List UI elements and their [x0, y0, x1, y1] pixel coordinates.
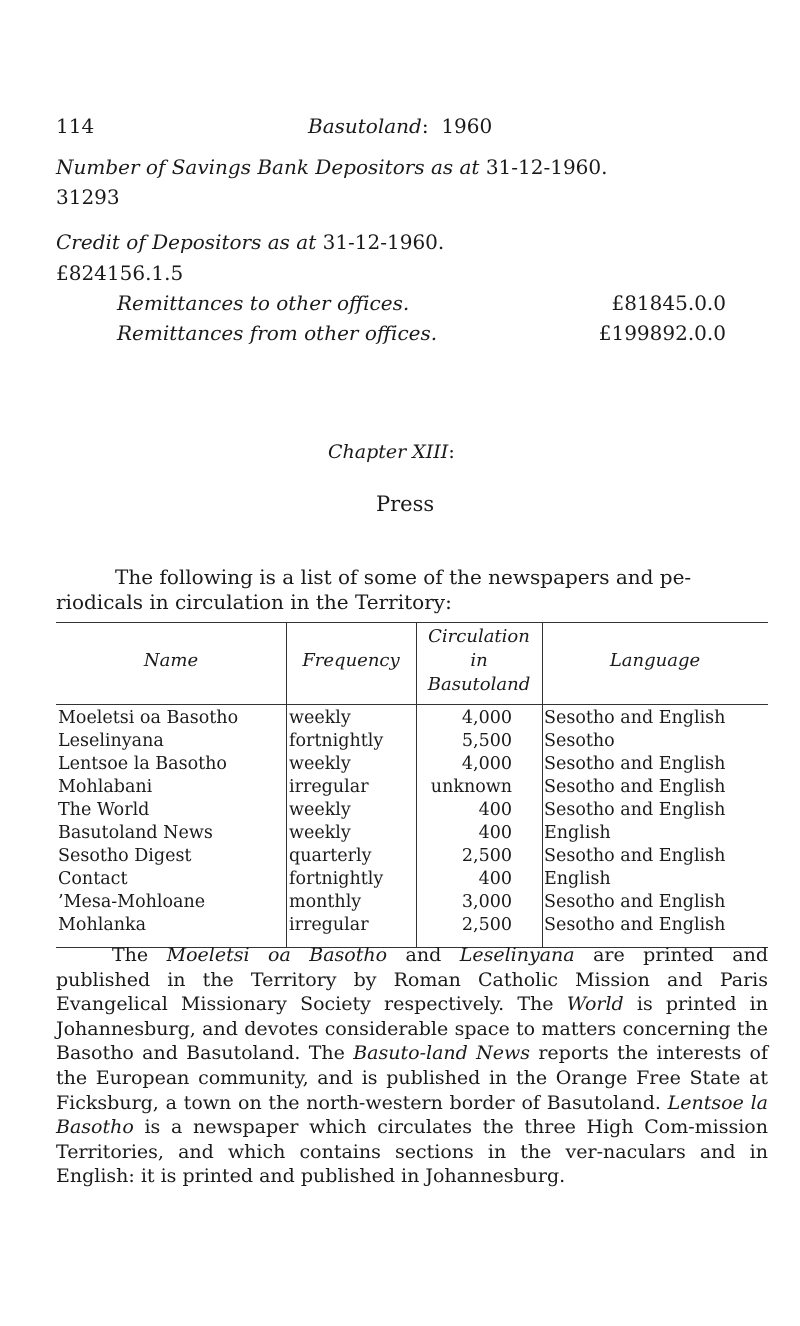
- header-rule-name: [56, 704, 286, 705]
- cell-circulation: 400: [478, 823, 512, 843]
- header-circulation: Circulation: [428, 626, 530, 647]
- table-row: [56, 800, 768, 822]
- cell-language: Sesotho and English: [544, 754, 726, 774]
- cell-circulation: 3,000: [461, 892, 512, 912]
- para-title-world: World: [566, 993, 624, 1016]
- cell-circulation: 2,500: [461, 846, 512, 866]
- table-row: [56, 777, 768, 799]
- page-number: 114: [56, 114, 95, 138]
- para-title-lentsoe: Lentsoe la Basotho: [56, 1091, 768, 1139]
- running-title-text: Basutoland: [308, 114, 422, 138]
- remit-to-label: Remittances to other offices.: [117, 291, 410, 315]
- cell-language: Sesotho and English: [544, 708, 726, 728]
- cell-name: Lentsoe la Basotho: [58, 754, 227, 774]
- header-frequency: Frequency: [302, 650, 400, 671]
- cell-frequency: quarterly: [289, 846, 372, 866]
- table-row: [56, 731, 768, 753]
- cell-circulation: 400: [478, 869, 512, 889]
- running-title: [308, 114, 492, 138]
- credit-label: Credit of Depositors as at: [56, 230, 317, 254]
- cell-name: Leselinyana: [58, 731, 164, 751]
- cell-language: English: [544, 869, 611, 889]
- cell-name: Moeletsi oa Basotho: [58, 708, 239, 728]
- cell-name: Basutoland News: [58, 823, 213, 843]
- cell-frequency: weekly: [289, 800, 351, 820]
- cell-frequency: weekly: [289, 754, 351, 774]
- cell-language: Sesotho and English: [544, 892, 726, 912]
- table-row: [56, 892, 768, 914]
- para-text: are printed and published in the Territory by Roman Catholic Mission and Paris Evangelical Missionary Society respectively. The: [56, 944, 768, 1016]
- depositors-line: [56, 155, 607, 179]
- header-rule-lang: [542, 704, 768, 705]
- cell-frequency: irregular: [289, 915, 369, 935]
- table-row: [56, 915, 768, 937]
- header-rule-circ: [416, 704, 542, 705]
- para-text: and: [387, 944, 460, 966]
- cell-frequency: weekly: [289, 823, 351, 843]
- depositors-label: Number of Savings Bank Depositors as at: [56, 155, 480, 179]
- cell-circulation: unknown: [430, 777, 512, 797]
- cell-name: Contact: [58, 869, 128, 889]
- cell-frequency: irregular: [289, 777, 369, 797]
- table-row: [56, 869, 768, 891]
- depositors-value: 31293: [56, 185, 120, 209]
- cell-language: Sesotho and English: [544, 846, 726, 866]
- running-year: 1960: [441, 114, 493, 138]
- running-title-sep: :: [421, 114, 429, 138]
- para-text: is printed in Johannesburg, and devotes considerable space to matters concerning the Basotho and Basutoland. The: [56, 993, 768, 1065]
- cell-language: Sesotho and English: [544, 915, 726, 935]
- table-row: [56, 708, 768, 730]
- chapter-sep: :: [448, 441, 455, 463]
- para-text: The: [112, 944, 167, 966]
- cell-language: Sesotho and English: [544, 800, 726, 820]
- table-row: [56, 823, 768, 845]
- cell-name: Sesotho Digest: [58, 846, 192, 866]
- table-row: [56, 846, 768, 868]
- cell-language: English: [544, 823, 611, 843]
- cell-name: Mohlanka: [58, 915, 147, 935]
- header-rule-freq: [286, 704, 416, 705]
- cell-name: The World: [58, 800, 150, 820]
- para-title-leselinyana: Leselinyana: [459, 944, 575, 966]
- cell-circulation: 400: [478, 800, 512, 820]
- table-top-rule: [56, 622, 768, 623]
- remit-from-value: £199892.0.0: [598, 321, 726, 345]
- depositors-date: 31-12-1960.: [485, 155, 608, 179]
- para-text: is a newspaper which circulates the three High Com-mission Territories, and which contains sections in the ver-naculars and in English: it is printed and published in Johannesburg.: [56, 1116, 768, 1188]
- cell-circulation: 4,000: [461, 708, 512, 728]
- cell-circulation: 2,500: [461, 915, 512, 935]
- cell-frequency: fortnightly: [289, 731, 384, 751]
- cell-frequency: weekly: [289, 708, 351, 728]
- body-paragraph: [56, 943, 768, 1189]
- para-title-moeletsi: Moeletsi oa Basotho: [166, 944, 388, 966]
- credit-value: £824156.1.5: [56, 261, 184, 285]
- cell-name: ’Mesa-Mohloane: [58, 892, 206, 912]
- cell-circulation: 5,500: [461, 731, 512, 751]
- header-circulation-in: in: [470, 650, 488, 671]
- credit-date: 31-12-1960.: [322, 230, 445, 254]
- cell-circulation: 4,000: [461, 754, 512, 774]
- para-title-basutoland-news: Basuto-land News: [353, 1042, 531, 1065]
- intro-line-2: riodicals in circulation in the Territory:: [56, 590, 452, 614]
- cell-frequency: fortnightly: [289, 869, 384, 889]
- para-text: reports the interests of the European community, and is published in the Orange Free State at Ficksburg, a town on the north-western border of Basutoland.: [56, 1042, 768, 1114]
- intro-line-1: The following is a list of some of the newspapers and pe-: [115, 565, 692, 589]
- credit-line: [56, 230, 444, 254]
- remit-to-value: £81845.0.0: [611, 291, 726, 315]
- cell-frequency: monthly: [289, 892, 362, 912]
- chapter-number: Chapter XIII: [328, 441, 449, 463]
- cell-name: Mohlabani: [58, 777, 153, 797]
- chapter-title: Press: [376, 492, 435, 516]
- header-name: Name: [143, 650, 199, 671]
- cell-language: Sesotho and English: [544, 777, 726, 797]
- header-language: Language: [609, 650, 701, 671]
- header-circulation-place: Basutoland: [427, 674, 531, 695]
- remit-from-label: Remittances from other offices.: [117, 321, 438, 345]
- chapter-label: [328, 441, 455, 463]
- cell-language: Sesotho: [544, 731, 615, 751]
- table-row: [56, 754, 768, 776]
